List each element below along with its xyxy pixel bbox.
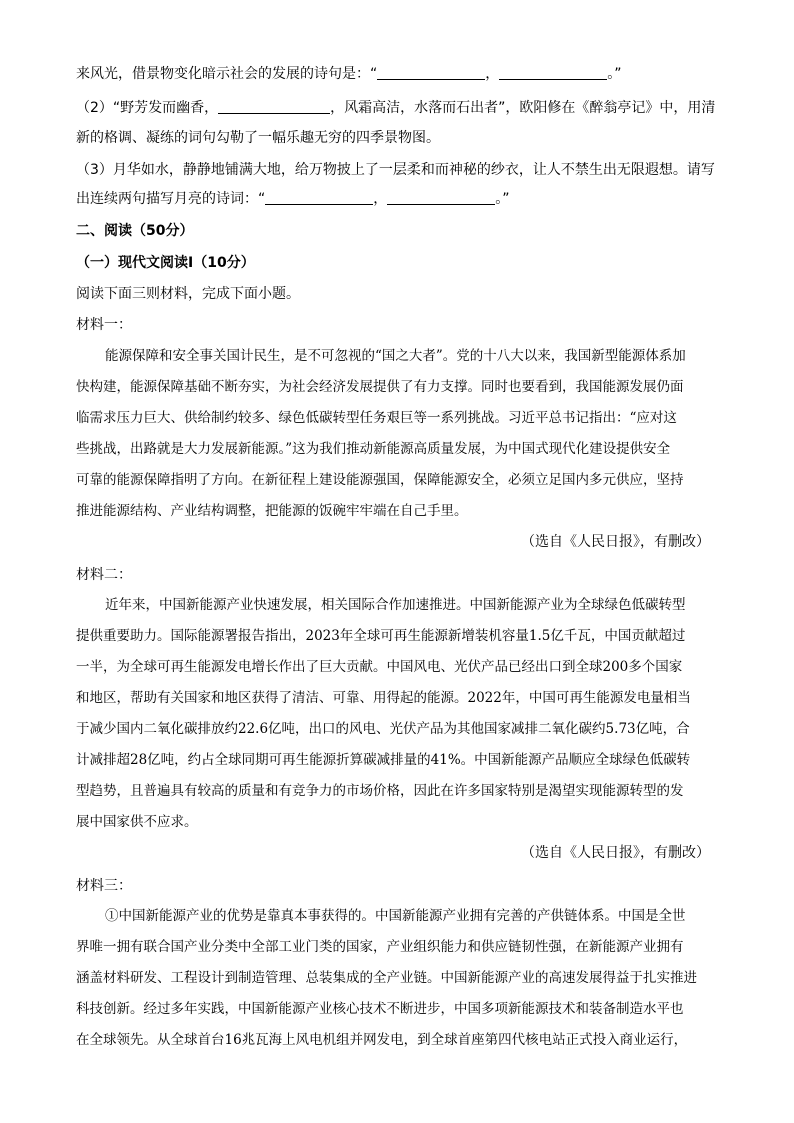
material-3-line: 涵盖材料研发、工程设计到制造管理、总装集成的全产业链。中国新能源产业的高速发展得益于扎实推进 [76,970,697,986]
material-3-line: 在全球领先。从全球首台16兆瓦海上风电机组并网发电，到全球首座第四代核电站正式投入商业运行， [76,1032,688,1048]
material-2-line: 展中国家供不应求。 [76,814,198,830]
material-3-label: 材料三： [76,878,132,894]
material-2-label: 材料二： [76,567,132,583]
material-3-line: 科技创新。经过多年实践，中国新能源产业核心技术不断进步，中国多项新能源技术和装备制造水平也 [76,1001,684,1017]
section-heading: 二、阅读（50分） [76,223,194,239]
material-1-line: 临需求压力巨大、供给制约较多、绿色低碳转型任务艰巨等一系列挑战。习近平总书记指出：“应对这 [76,410,677,426]
question-line-4: （3）月华如水，静静地铺满大地，给万物披上了一层柔和而神秘的纱衣，让人不禁生出无限遐想。请写 [76,162,715,178]
answer-blank[interactable] [377,65,485,80]
material-2-line: 一半，为全球可再生能源发电增长作出了巨大贡献。中国风电、光伏产品已经出口到全球200多个国家 [76,659,683,675]
material-1-line: 推进能源结构、产业结构调整，把能源的饭碗牢牢端在自己手里。 [76,503,468,519]
question-line-3: 新的格调、凝练的词句勾勒了一幅乐趣无穷的四季景物图。 [76,130,440,146]
material-1-source: （选自《人民日报》，有删改） [521,534,710,550]
material-2-line: 计减排超28亿吨，约占全球同期可再生能源折算碳减排量的41%。中国新能源产品顺应全球绿色低碳转 [76,752,691,768]
material-2-line: 提供重要助力。国际能源署报告指出，2023年全球可再生能源新增装机容量1.5亿千瓦，中国贡献超过 [76,628,686,644]
question-text: ， [485,66,500,82]
material-1-line: 些挑战，出路就是大力发展新能源。”这为我们推动新能源高质量发展，为中国式现代化建设提供安全 [76,441,671,457]
answer-blank[interactable] [218,99,330,114]
question-line-1 [76,64,716,84]
answer-blank[interactable] [265,190,373,205]
question-text: 。” [607,66,622,82]
material-2-source: （选自《人民日报》，有删改） [521,845,710,861]
answer-blank[interactable] [387,190,495,205]
question-line-2 [76,98,716,118]
material-2-line: 于减少国内二氧化碳排放约22.6亿吨，出口的风电、光伏产品为其他国家减排二氧化碳约5.73亿吨，合 [76,721,690,737]
material-1-line: 快构建，能源保障基础不断夯实，为社会经济发展提供了有力支撑。同时也要看到，我国能源发展仍面 [76,379,684,395]
material-1-label: 材料一： [76,317,132,333]
question-text: ，风霜高洁，水落而石出者”，欧阳修在《醉翁亭记》中，用清 [330,100,716,116]
question-text: 。” [495,191,510,207]
question-text: 来风光，借景物变化暗示社会的发展的诗句是：“ [76,66,378,82]
section-subheading: （一）现代文阅读Ⅰ（10分） [76,255,255,271]
material-2-line: 近年来，中国新能源产业快速发展，相关国际合作加速推进。中国新能源产业为全球绿色低碳转型 [105,597,686,613]
material-3-line: ①中国新能源产业的优势是靠真本事获得的。中国新能源产业拥有完善的产供链体系。中国是全世 [105,908,686,924]
question-text: 出连续两句描写月亮的诗词：“ [76,191,266,207]
question-text: （2）“野芳发而幽香， [76,100,219,116]
answer-blank[interactable] [499,65,607,80]
question-text: ， [373,191,388,207]
material-2-line: 和地区，帮助有关国家和地区获得了清洁、可靠、用得起的能源。2022年，中国可再生能源发电量相当 [76,690,691,706]
material-3-line: 界唯一拥有联合国产业分类中全部工业门类的国家，产业组织能力和供应链韧性强，在新能源产业拥有 [76,939,684,955]
section-instruction: 阅读下面三则材料，完成下面小题。 [76,286,300,302]
material-1-line: 能源保障和安全事关国计民生，是不可忽视的“国之大者”。党的十八大以来，我国新型能源体系加 [105,348,686,364]
material-2-line: 型趋势，且普遍具有较高的质量和有竞争力的市场价格，因此在许多国家特别是渴望实现能源转型的发 [76,783,684,799]
material-1-line: 可靠的能源保障指明了方向。在新征程上建设能源强国，保障能源安全，必须立足国内多元供应，坚持 [76,472,684,488]
question-line-5 [76,189,716,209]
